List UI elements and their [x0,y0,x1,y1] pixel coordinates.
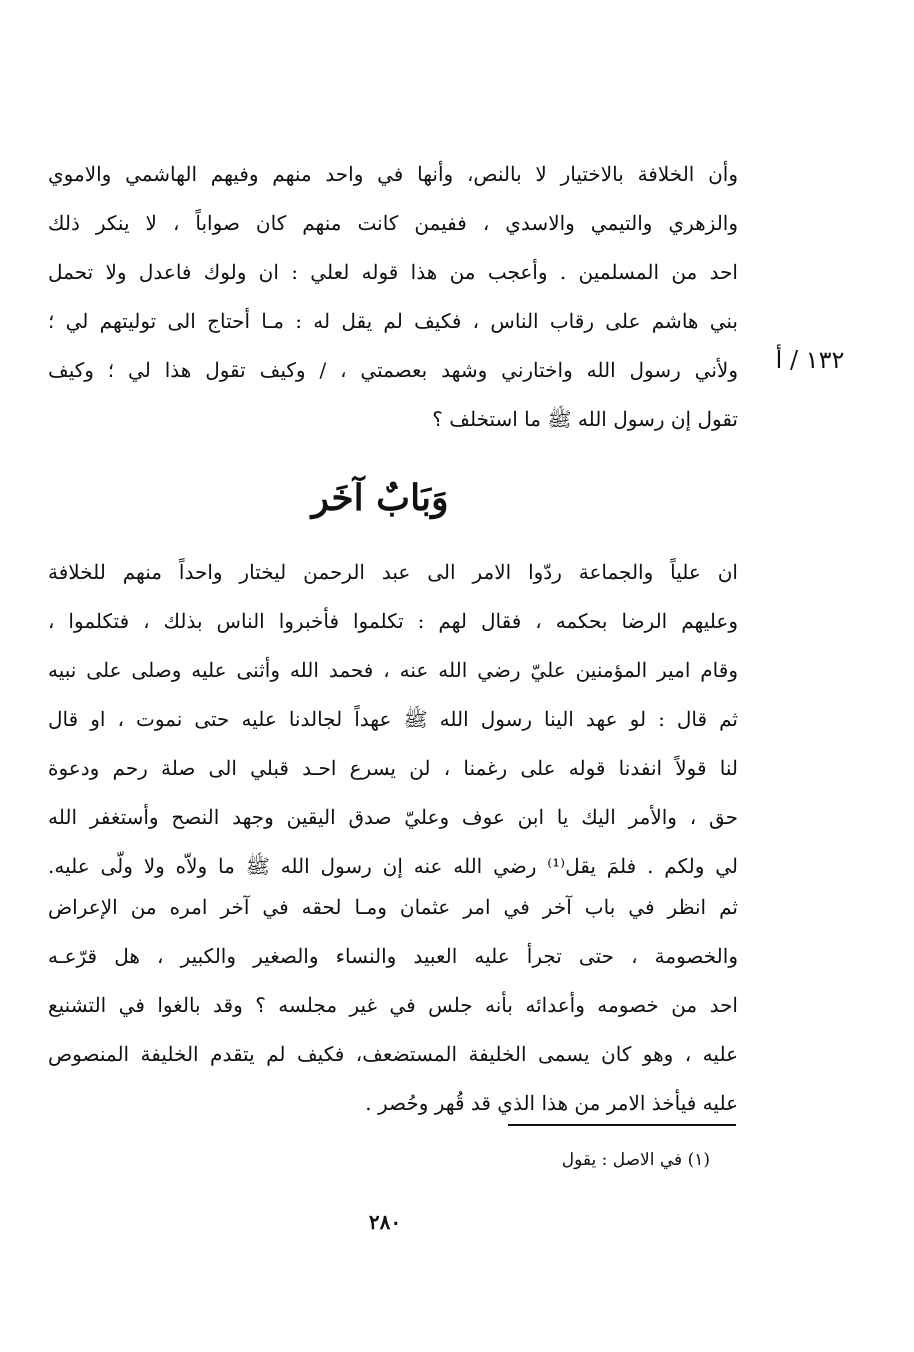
section-heading: وَبَابٌ آخَر [311,477,449,519]
text-line: بني هاشم على رقاب الناس ، فكيف لم يقل له : مـا أحتاج الى توليتهم لي ؛ [48,309,738,333]
footnote: (١) في الاصل : يقول [561,1150,710,1170]
text-line: والخصومة ، حتى تجرأ عليه العبيد والنساء والصغير والكبير ، هل قرّعـه [48,944,738,968]
text-line: ثم قال : لو عهد الينا رسول الله ﷺ عهداً لجالدنا عليه حتى نموت ، او قال [48,707,738,731]
paragraph-2 [48,548,738,891]
text-line: احد من المسلمين . وأعجب من هذا قوله لعلي : ان ولوك فاعدل ولا تحمل [48,260,738,284]
margin-folio-note: ١٣٢ / أ [775,346,845,374]
page-number: ٢٨٠ [368,1210,402,1234]
text-line: وعليهم الرضا بحكمه ، فقال لهم : تكلموا فأخبروا الناس بذلك ، فتكلموا ، [48,609,738,633]
text-line: وأن الخلافة بالاختيار لا بالنص، وأنها في واحد منهم وفيهم الهاشمي والاموي [48,162,738,186]
text-line: عليه ، وهو كان يسمى الخليفة المستضعف، فكيف لم يتقدم الخليفة المنصوص [48,1042,738,1066]
text-line: ان علياً والجماعة ردّوا الامر الى عبد الرحمن ليختار واحداً منهم للخلافة [48,560,738,584]
text-line: عليه فيأخذ الامر من هذا الذي قد قُهر وحُصر . [365,1091,738,1115]
text-line: احد من خصومه وأعدائه بأنه جلس في غير مجلسه ؟ وقد بالغوا في التشنيع [48,993,738,1017]
text-line: ولأني رسول الله واختارني وشهد بعصمتي ، / وكيف تقول هذا لي ؛ وكيف [48,358,738,382]
text-line: لي ولكم . فلمَ يقل⁽¹⁾ رضي الله عنه إن رسول الله ﷺ ما ولاّه ولا ولّى عليه. [48,854,738,878]
text-line: لنا قولاً انفدنا قوله على رغمنا ، لن يسرع احـد قبلي الى صلة رحم ودعوة [48,756,738,780]
text-line: ثم انظر في باب آخر في امر عثمان ومـا لحقه في آخر امره من الإعراض [48,895,738,919]
text-line: والزهري والتيمي والاسدي ، ففيمن كانت منهم كان صواباً ، لا ينكر ذلك [48,211,738,235]
text-line: حق ، والأمر اليك يا ابن عوف وعليّ صدق اليقين وجهد النصح وأستغفر الله [48,805,738,829]
footnote-divider [508,1124,736,1126]
paragraph-1 [48,150,738,444]
text-line: تقول إن رسول الله ﷺ ما استخلف ؟ [432,407,738,431]
paragraph-3 [48,883,738,1128]
text-line: وقام امير المؤمنين عليّ رضي الله عنه ، فحمد الله وأثنى عليه وصلى على نبيه [48,658,738,682]
